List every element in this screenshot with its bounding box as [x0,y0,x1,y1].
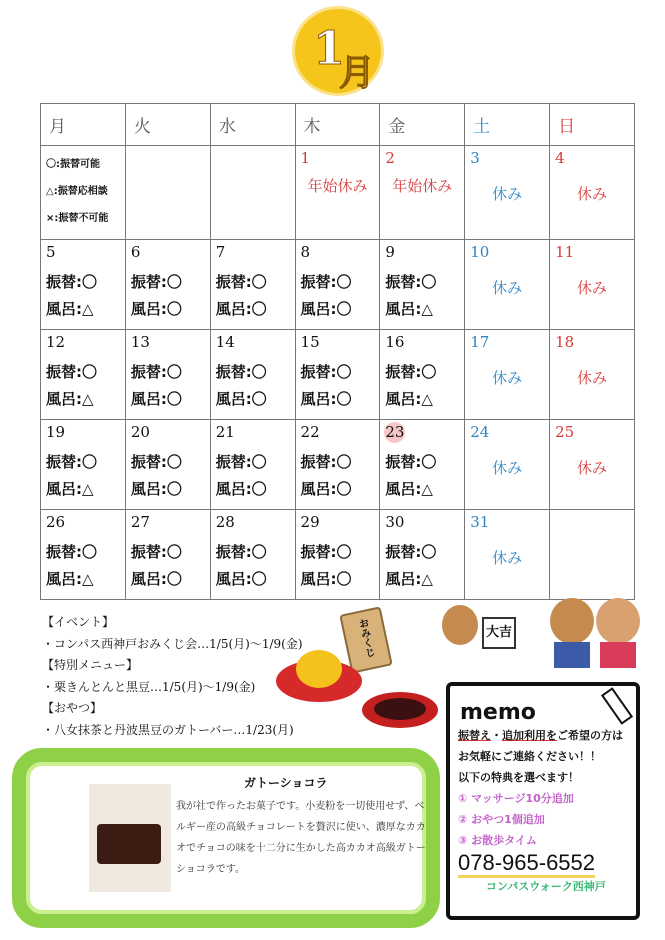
bath-status: 風呂:△ [46,570,94,588]
saturday-cell [465,240,550,330]
info-line: 【特別メニュー】 [42,658,139,672]
day-cell [550,146,635,240]
perk-item: ① マッサージ10分追加 [458,792,574,805]
transfer-status: 振替:〇 [46,363,97,381]
transfer-status: 振替:〇 [385,453,437,471]
day-note: 休み [577,369,608,387]
day-cell [125,240,210,330]
transfer-status: 振替:〇 [130,273,182,291]
transfer-status: 振替:〇 [385,363,437,381]
sunday-cell [550,330,635,420]
transfer-status: 振替:〇 [300,453,352,471]
day-number: 13 [130,333,150,351]
day-number: 16 [385,333,405,351]
day-number: 20 [130,423,150,441]
bath-status: 風呂:〇 [130,300,182,318]
week-row [41,146,635,240]
weekday-header: 日 [550,104,635,146]
day-number: 6 [130,243,141,261]
transfer-status: 振替:〇 [130,363,182,381]
horse-couple-illustration [550,598,642,670]
empty-cell [550,510,635,600]
transfer-status: 振替:〇 [215,273,267,291]
day-cell [210,330,295,420]
perk-item: ② おやつ1個追加 [458,813,545,826]
day-cell [380,420,465,510]
phone-number: 078-965-6552 [458,851,595,878]
bath-status: 風呂:〇 [300,390,352,408]
bath-status: 風呂:△ [46,300,94,318]
day-number: 27 [130,513,150,531]
omikuji-text: おみくじ [355,617,375,659]
legend-item: △:振替応相談 [46,186,108,197]
day-cell [295,240,380,330]
legend-cell [41,146,126,240]
bath-status: 風呂:△ [385,390,433,408]
sunday-cell [550,420,635,510]
transfer-status: 振替:〇 [46,273,97,291]
empty-cell [125,146,210,240]
day-number: 9 [385,243,395,261]
week-row [41,240,635,330]
kuromame-illustration [362,692,438,728]
day-note: 休み [492,185,523,203]
week-row [41,420,635,510]
weekday-header: 水 [210,104,295,146]
day-note: 年始休み [307,177,368,195]
day-note: 休み [492,459,523,477]
info-line: 【おやつ】 [42,701,103,715]
day-cell [295,510,380,600]
bath-status: 風呂:〇 [215,390,267,408]
day-cell [41,330,126,420]
day-cell [465,146,550,240]
day-cell [295,146,380,240]
bath-status: 風呂:〇 [130,570,182,588]
day-cell [41,240,126,330]
day-number: 8 [300,243,311,261]
day-cell [125,420,210,510]
day-number: 3 [470,149,480,167]
day-number: 22 [300,423,320,441]
info-line: ・栗きんとんと黒豆…1/5(月)～1/9(金) [42,679,256,694]
memo-text: 以下の特典を選べます！ [458,771,579,784]
company-name: コンパスウォーク西神戸 [486,880,606,893]
day-number: 19 [46,423,66,441]
memo-text: 振替え [458,729,491,742]
day-number: 10 [470,243,490,261]
day-note: 年始休み [392,177,453,195]
day-note: 休み [492,549,523,567]
transfer-status: 振替:〇 [215,363,267,381]
bath-status: 風呂:△ [46,390,94,408]
day-number: 14 [215,333,235,351]
bath-status: 風呂:〇 [300,480,352,498]
info-line: ・コンパス西神戸おみくじ会…1/5(月)～1/9(金) [42,636,303,651]
week-row [41,330,635,420]
day-number: 31 [470,513,490,531]
day-cell [210,510,295,600]
bath-status: 風呂:△ [385,570,433,588]
day-number: 15 [300,333,320,351]
bath-status: 風呂:〇 [300,570,352,588]
bath-status: 風呂:〇 [130,390,182,408]
weekday-header: 土 [465,104,550,146]
day-number: 11 [555,243,575,261]
gateau-description: 我が社で作ったお菓子です。小麦粉を一切使用せず、ベルギー産の高級チョコレートを贅沢に使い、濃厚なカカオでチョコの味を十二分に生かした高カカオ高級ガトーショコラです。 [176,801,426,875]
gateau-title: ガトーショコラ [244,776,328,790]
day-cell [41,420,126,510]
transfer-status: 振替:〇 [130,543,182,561]
perk-item: ③ お散歩タイム [458,834,537,847]
day-number: 17 [470,333,490,351]
day-number: 18 [555,333,575,351]
transfer-status: 振替:〇 [46,453,97,471]
day-cell [210,420,295,510]
horse-daikichi-illustration [442,605,522,661]
day-number: 1 [300,149,311,167]
info-line: ・八女抹茶と丹波黒豆のガトーバー…1/23(月) [42,722,294,737]
empty-cell [210,146,295,240]
weekday-header: 月 [41,104,126,146]
day-cell [380,510,465,600]
legend-item: 〇:振替可能 [46,159,100,170]
memo-text: ご希望の方はお気軽にご連絡ください！！ [458,729,623,763]
saturday-cell [465,330,550,420]
day-number: 25 [555,423,575,441]
day-note: 休み [577,185,608,203]
legend-item: ×:振替不可能 [46,213,109,224]
month-logo [292,6,384,96]
day-number: 2 [385,149,395,167]
weekday-header: 木 [295,104,380,146]
day-note: 休み [577,279,608,297]
calendar [40,103,635,600]
transfer-status: 振替:〇 [300,543,352,561]
day-number: 4 [555,149,565,167]
gateau-chocolat-panel [12,748,440,928]
day-cell [295,420,380,510]
gateau-photo [89,784,171,892]
day-note: 休み [577,459,608,477]
month-number: 1 [313,21,346,75]
day-note: 休み [492,279,523,297]
bath-status: 風呂:〇 [215,300,267,318]
day-note: 休み [492,369,523,387]
day-cell [380,146,465,240]
omikuji-illustration [339,606,393,673]
bath-status: 風呂:〇 [215,480,267,498]
bath-status: 風呂:△ [385,480,433,498]
day-cell [125,330,210,420]
daikichi-label: 大吉 [482,617,516,649]
week-row [41,510,635,600]
month-kanji: 月 [339,53,376,94]
day-number: 5 [46,243,56,261]
day-number: 30 [385,513,405,531]
day-cell [380,240,465,330]
memo-text: ・ [491,729,502,742]
day-cell [380,330,465,420]
kurikinton-illustration [276,660,362,702]
bath-status: 風呂:△ [46,480,94,498]
info-line: 【イベント】 [42,615,115,629]
transfer-status: 振替:〇 [385,273,437,291]
sunday-cell [550,240,635,330]
bath-status: 風呂:〇 [130,480,182,498]
transfer-status: 振替:〇 [300,363,352,381]
day-number: 24 [470,423,490,441]
transfer-status: 振替:〇 [46,543,97,561]
day-number: 26 [46,513,66,531]
bath-status: 風呂:〇 [215,570,267,588]
memo-note [446,682,640,920]
day-cell [295,330,380,420]
memo-title: memo [460,700,536,725]
memo-text: 追加利用を [502,729,557,742]
saturday-cell [465,510,550,600]
day-cell [41,510,126,600]
day-number: 21 [215,423,235,441]
transfer-status: 振替:〇 [215,543,267,561]
day-cell [210,240,295,330]
day-number: 12 [46,333,66,351]
weekday-header: 火 [125,104,210,146]
transfer-status: 振替:〇 [385,543,437,561]
event-info [42,612,303,741]
transfer-status: 振替:〇 [300,273,352,291]
saturday-cell [465,420,550,510]
day-cell [125,510,210,600]
transfer-status: 振替:〇 [215,453,267,471]
day-number: 7 [215,243,226,261]
day-number: 23 [385,423,405,441]
transfer-status: 振替:〇 [130,453,182,471]
day-number: 29 [300,513,320,531]
bath-status: 風呂:〇 [300,300,352,318]
bath-status: 風呂:△ [385,300,433,318]
day-number: 28 [215,513,235,531]
weekday-header: 金 [380,104,465,146]
